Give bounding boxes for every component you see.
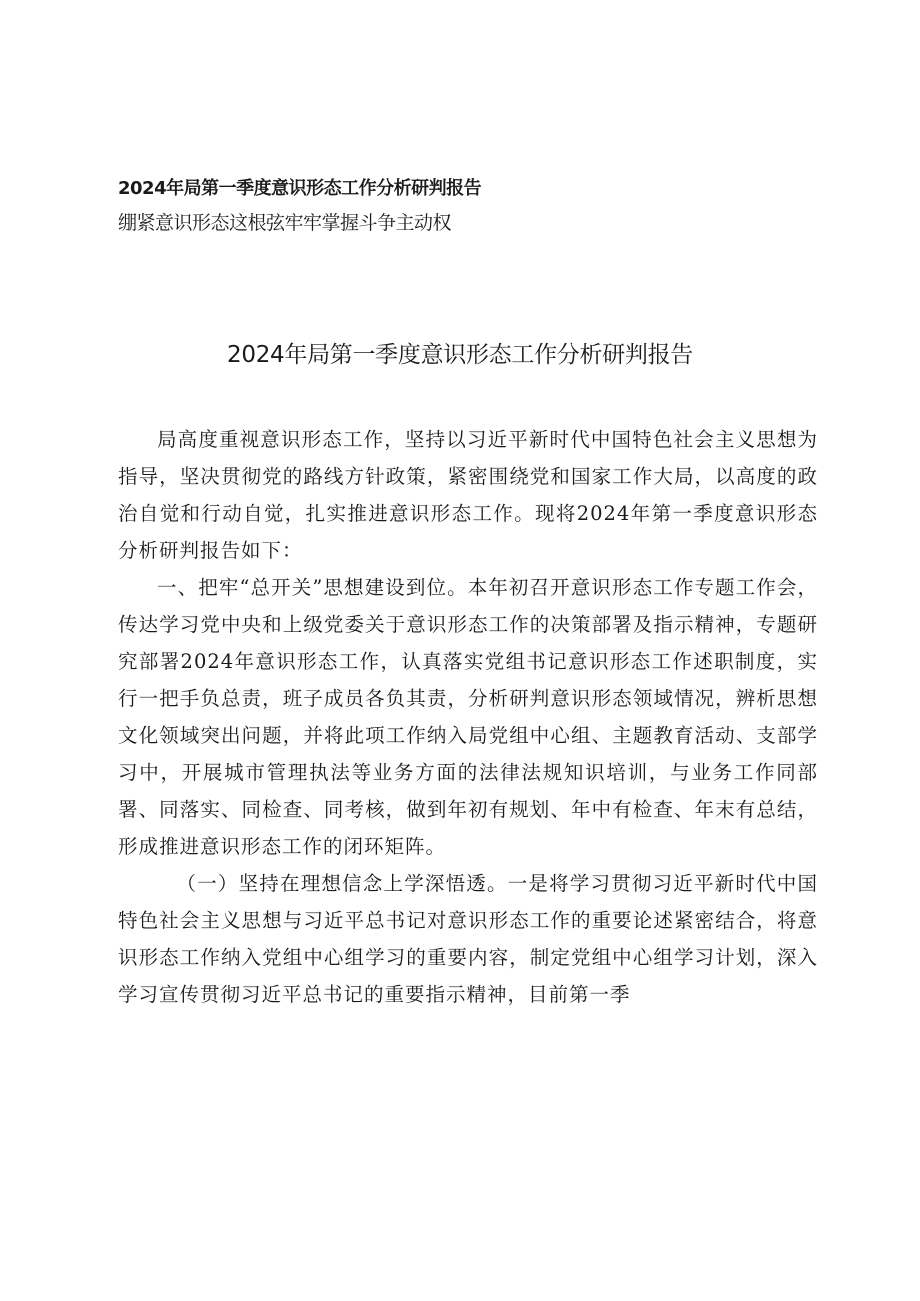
paragraph-section-one: 一、把牢“总开关”思想建设到位。本年初召开意识形态工作专题工作会，传达学习党中央和上级党委关于意识形态工作的决策部署及指示精神，专题研究部署2024年意识形态工作，认真落实党组书记意识形态工作述职制度，实行一把手负总责，班子成员各负其责，分析研判意识形态领域情况，辨析思想文化领域突出问题，并将此项工作纳入局党组中心组、主题教育活动、支部学习中，开展城市管理执法等业务方面的法律法规知识培训，与业务工作同部署、同落实、同检查、同考核，做到年初有规划、年中有检查、年末有总结，形成推进意识形态工作的闭环矩阵。 [118, 576, 818, 858]
header-title: 2024年局第一季度意识形态工作分析研判报告 [118, 178, 482, 199]
document-title: 2024年局第一季度意识形态工作分析研判报告 [227, 342, 693, 368]
header-subtitle: 绷紧意识形态这根弦牢牢掌握斗争主动权 [118, 212, 452, 234]
document-body [118, 421, 818, 1013]
paragraph-subsection-one: （一）坚持在理想信念上学深悟透。一是将学习贯彻习近平新时代中国特色社会主义思想与习近平总书记对意识形态工作的重要论述紧密结合，将意识形态工作纳入党组中心组学习的重要内容，制定党组中心组学习计划，深入学习宣传贯彻习近平总书记的重要指示精神，目前第一季 [118, 872, 818, 1006]
paragraph-intro: 局高度重视意识形态工作，坚持以习近平新时代中国特色社会主义思想为指导，坚决贯彻党的路线方针政策，紧密围绕党和国家工作大局，以高度的政治自觉和行动自觉，扎实推进意识形态工作。现将2024年第一季度意识形态分析研判报告如下： [118, 428, 818, 562]
